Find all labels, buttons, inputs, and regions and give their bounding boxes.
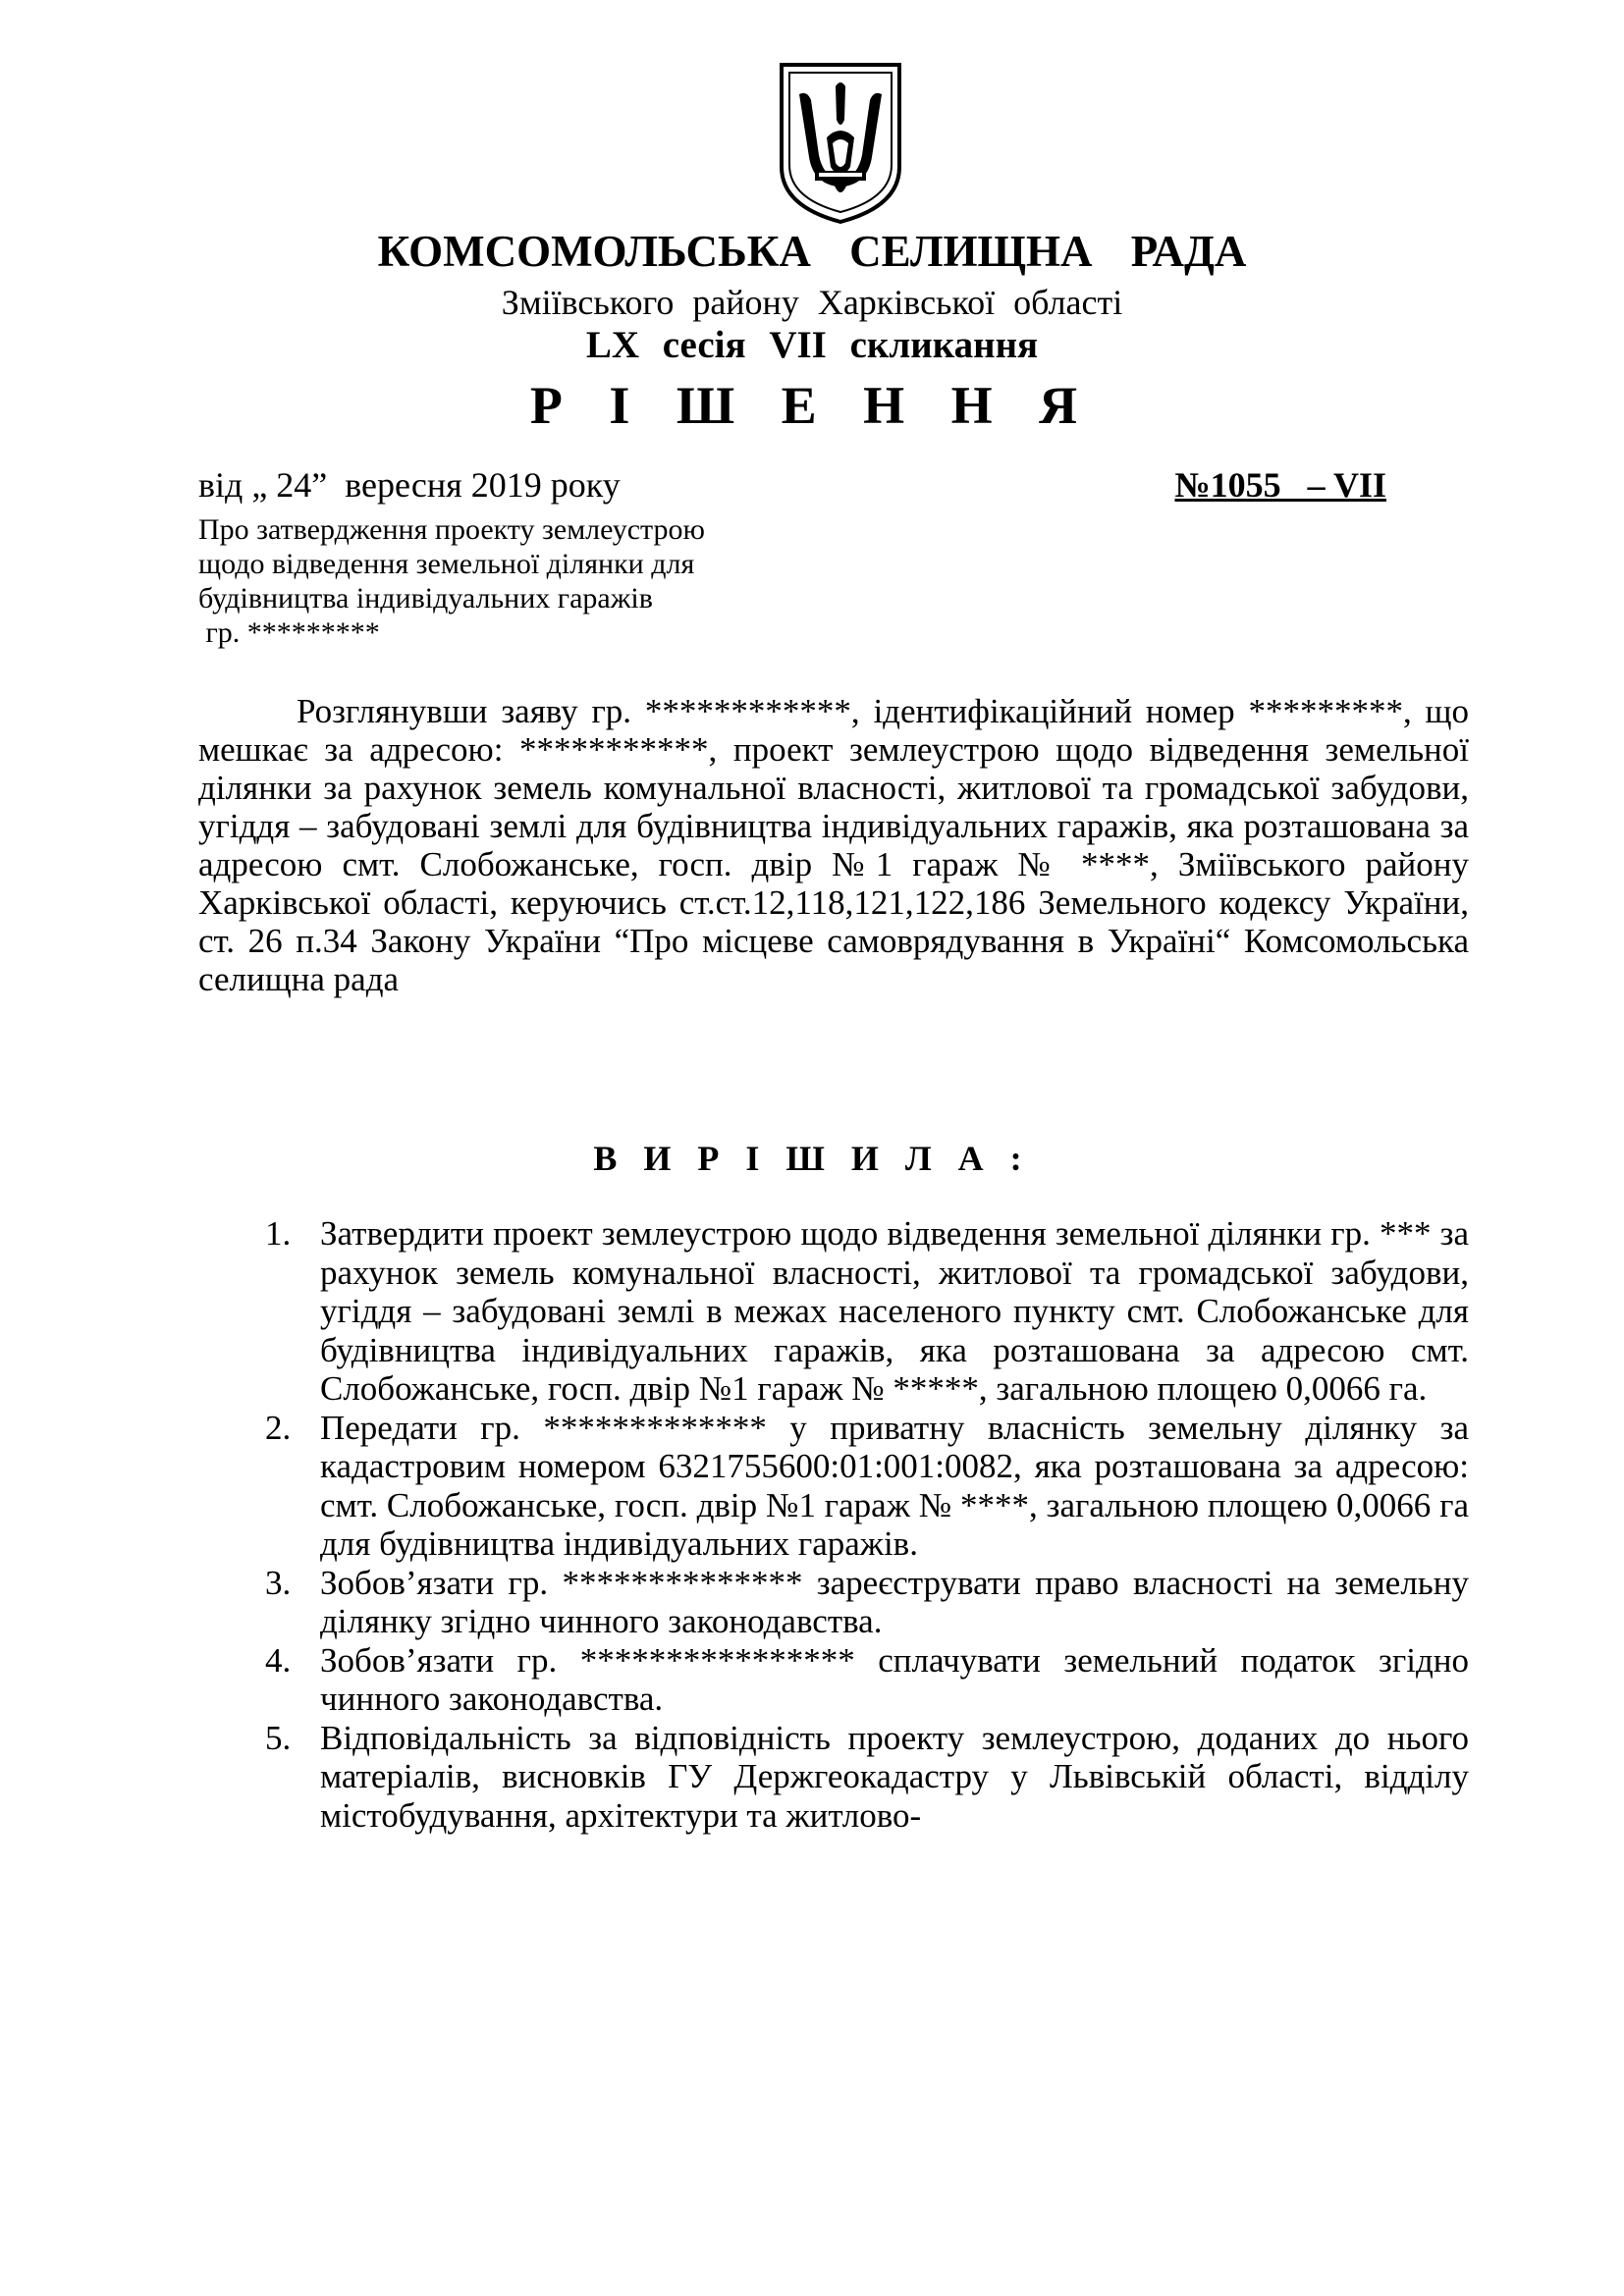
decision-item-text: Затвердити проект землеустрою щодо відведення земельної ділянки гр. *** за рахунок земель комунальної власності, житлової та громадської забудови, угіддя – забудовані землі в межах населеного пункту смт. Слобожанське для будівництва індивідуальних гаражів, яка розташована за адресою смт. Слобожанське, госп. двір №1 гараж № *****, загальною площею 0,0066 га. bbox=[320, 1214, 1469, 1408]
decision-item-text: Відповідальність за відповідність проекту землеустрою, доданих до нього матеріалів, висновків ГУ Держгеокадастру у Львівській області, відділу містобудування, архітектури та житлово- bbox=[320, 1718, 1469, 1835]
decision-item-number: 5. bbox=[265, 1718, 292, 1757]
decision-item bbox=[265, 1564, 1469, 1641]
decision-date: від „ 24” вересня 2019 року bbox=[198, 465, 621, 505]
decision-item bbox=[265, 1719, 1469, 1836]
subject-line: щодо відведення земельної ділянки для bbox=[198, 548, 695, 580]
decision-item bbox=[265, 1409, 1469, 1564]
decision-item-number: 4. bbox=[265, 1640, 292, 1680]
decision-item bbox=[265, 1641, 1469, 1719]
session-line: LX сесія VII скликання bbox=[585, 324, 1039, 366]
subject-line: будівництва індивідуальних гаражів bbox=[198, 582, 653, 614]
decision-item bbox=[265, 1214, 1469, 1409]
decision-item-text: Зобов’язати гр. **************** сплачувати земельний податок згідно чинного законодавства. bbox=[320, 1640, 1469, 1718]
decision-item-text: Зобов’язати гр. ************** зареєструвати право власності на земельну ділянку згідно чинного законодавства. bbox=[320, 1563, 1469, 1640]
decision-number: №1055 – VII bbox=[1174, 465, 1386, 505]
decisions-list bbox=[265, 1214, 1469, 1835]
resolved-heading: В И Р І Ш И Л А : bbox=[593, 1139, 1031, 1178]
decision-item-number: 1. bbox=[265, 1214, 292, 1253]
subject-line: гр. ********* bbox=[198, 616, 380, 649]
preamble-paragraph: Розглянувши заяву гр. ************, ідентифікаційний номер *********, що мешкає за адресою: ***********, проект землеустрою щодо відведення земельної ділянки за рахунок земель комунальної власності, житлової та громадської забудови, угіддя – забудовані землі для будівництва індивідуальних гаражів, яка розташована за адресою смт. Слобожанське, госп. двір №1 гараж № ****, Зміївського району Харківської області, керуючись ст.ст.12,118,121,122,186 Земельного кодексу України, ст. 26 п.34 Закону України “Про місцеве самоврядування в Україні“ Комсомольська селищна рада bbox=[198, 692, 1469, 998]
document-title: Р І Ш Е Н Н Я bbox=[529, 376, 1095, 435]
decision-item-number: 3. bbox=[265, 1563, 292, 1602]
subject-line: Про затвердження проекту землеустрою bbox=[198, 513, 705, 546]
council-name: КОМСОМОЛЬСЬКА СЕЛИЩНА РАДА bbox=[377, 227, 1247, 276]
decision-item-text: Передати гр. ************* у приватну власність земельну ділянку за кадастровим номером 6321755600:01:001:0082, яка розташована за адресою: смт. Слобожанське, госп. двір №1 гараж № ****, загальною площею 0,0066 га для будівництва індивідуальних гаражів. bbox=[320, 1408, 1469, 1563]
decision-subject bbox=[198, 512, 807, 650]
district-subtitle: Зміївського району Харківської області bbox=[501, 283, 1123, 322]
decision-item-number: 2. bbox=[265, 1408, 292, 1447]
ukraine-trident-coat-of-arms-icon bbox=[776, 61, 905, 226]
